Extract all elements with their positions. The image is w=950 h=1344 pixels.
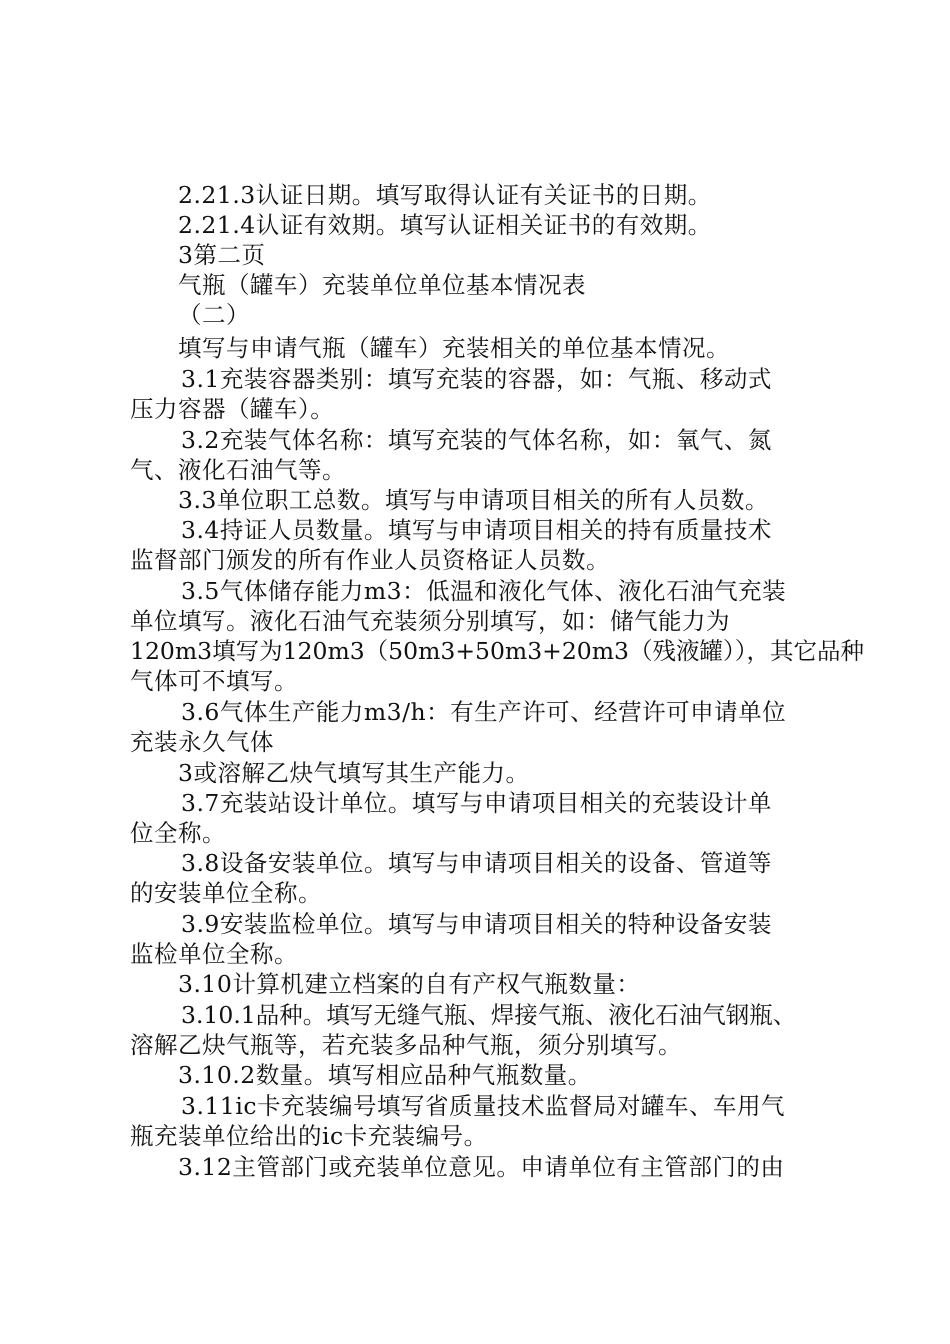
text-line: 3.12主管部门或充装单位意见。申请单位有主管部门的由: [178, 1153, 785, 1181]
text-line: 3.1充装容器类别：填写充装的容器，如：气瓶、移动式: [181, 365, 772, 393]
section-subtitle: （二）: [178, 301, 250, 329]
text-line: 位全称。: [130, 819, 226, 847]
text-line: 3.10计算机建立档案的自有产权气瓶数量：: [178, 970, 641, 998]
text-line: 瓶充装单位给出的ic卡充装编号。: [130, 1122, 488, 1150]
text-line: 2.21.3认证日期。填写取得认证有关证书的日期。: [178, 181, 712, 209]
text-line: 填写与申请气瓶（罐车）充装相关的单位基本情况。: [178, 334, 730, 362]
text-line: 3.6气体生产能力m3/h：有生产许可、经营许可申请单位: [181, 698, 787, 726]
text-line: 2.21.4认证有效期。填写认证相关证书的有效期。: [178, 211, 712, 239]
section-title: 气瓶（罐车）充装单位单位基本情况表: [178, 271, 586, 299]
text-line: 的安装单位全称。: [130, 879, 322, 907]
text-line: 气、液化石油气等。: [130, 456, 346, 484]
text-line: 120m3填写为120m3（50m3+50m3+20m3（残液罐）），其它品种: [130, 637, 864, 665]
text-line: 3.5气体储存能力m3：低温和液化气体、液化石油气充装: [181, 577, 787, 605]
text-line: 3.8设备安装单位。填写与申请项目相关的设备、管道等: [181, 849, 772, 877]
text-line: 充装永久气体: [130, 728, 274, 756]
text-line: 3或溶解乙炔气填写其生产能力。: [178, 759, 530, 787]
text-line: 3第二页: [178, 241, 266, 269]
text-line: 3.9安装监检单位。填写与申请项目相关的特种设备安装: [181, 910, 772, 938]
text-line: 单位填写。液化石油气充装须分别填写，如：储气能力为: [130, 607, 730, 635]
text-line: 3.10.2数量。填写相应品种气瓶数量。: [178, 1061, 592, 1089]
text-line: 3.2充装气体名称：填写充装的气体名称，如：氧气、氮: [181, 426, 772, 454]
text-line: 气体可不填写。: [130, 667, 298, 695]
text-line: 3.3单位职工总数。填写与申请项目相关的所有人员数。: [178, 486, 769, 514]
text-line: 压力容器（罐车）。: [130, 395, 335, 423]
text-line: 监督部门颁发的所有作业人员资格证人员数。: [130, 546, 610, 574]
text-line: 3.11ic卡充装编号填写省质量技术监督局对罐车、车用气: [181, 1092, 786, 1120]
text-line: 3.10.1品种。填写无缝气瓶、焊接气瓶、液化石油气钢瓶、: [181, 1001, 797, 1029]
text-line: 监检单位全称。: [130, 940, 298, 968]
text-line: 3.7充装站设计单位。填写与申请项目相关的充装设计单: [181, 789, 772, 817]
text-line: 溶解乙炔气瓶等，若充装多品种气瓶，须分别填写。: [130, 1031, 682, 1059]
text-line: 3.4持证人员数量。填写与申请项目相关的持有质量技术: [181, 516, 772, 544]
